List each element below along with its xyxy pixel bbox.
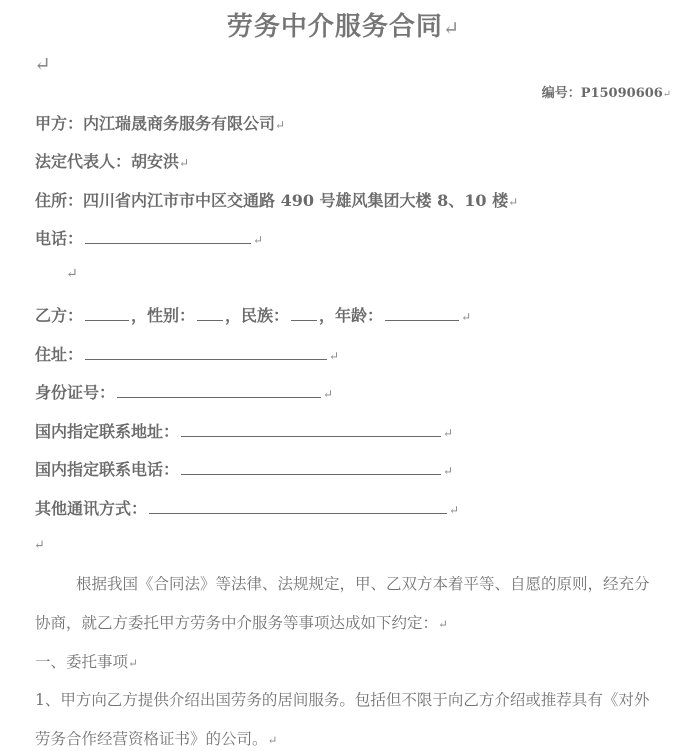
paragraph-mark-icon: ↵ xyxy=(461,310,472,324)
paragraph-mark-icon: ↵ xyxy=(449,503,460,517)
party-a-name xyxy=(35,111,285,134)
paragraph-mark-icon: ↵ xyxy=(323,387,334,401)
clause-1-text-2: 劳务合作经营资格证书》的公司。 xyxy=(35,730,268,748)
preamble-line-1 xyxy=(76,572,650,594)
paragraph-mark-icon: ↵ xyxy=(508,195,519,209)
empty-paragraph xyxy=(66,263,78,282)
clause-1-line-2 xyxy=(35,727,277,749)
paragraph-mark-icon: ↵ xyxy=(128,656,138,670)
party-a-name-text: 甲方：内江瑞晟商务服务有限公司 xyxy=(35,114,276,133)
paragraph-mark-icon: ↵ xyxy=(34,538,45,553)
paragraph-mark-icon: ↵ xyxy=(329,349,340,363)
paragraph-mark-icon: ↵ xyxy=(267,733,278,747)
domestic-contact-address xyxy=(35,419,453,442)
paragraph-mark-icon: ↵ xyxy=(179,156,190,170)
preamble-text-2: 协商，就乙方委托甲方劳务中介服务等事项达成如下约定： xyxy=(35,614,439,632)
contract-number-text: 编号：P15090606 xyxy=(541,86,663,101)
party-a-representative xyxy=(35,149,189,172)
party-a-rep-text: 法定代表人：胡安洪 xyxy=(35,152,180,171)
party-a-address xyxy=(35,188,518,211)
party-b-address xyxy=(35,342,339,365)
other-contact-label: 其他通讯方式： xyxy=(35,499,148,518)
id-number-blank[interactable] xyxy=(117,383,321,398)
other-contact-method xyxy=(35,496,459,519)
paragraph-mark-icon: ↵ xyxy=(275,118,286,132)
paragraph-mark-icon: ↵ xyxy=(438,617,448,631)
clause-1-text-1: 1、甲方向乙方提供介绍出国劳务的居间服务。包括但不限于向乙方介绍或推荐具有《对外 xyxy=(35,691,650,709)
ethnicity-blank[interactable] xyxy=(291,306,317,321)
party-b-id-number xyxy=(35,380,333,403)
party-b-name-label: 乙方： xyxy=(35,306,84,325)
phone-blank-field[interactable] xyxy=(85,229,251,244)
age-blank[interactable] xyxy=(385,306,459,321)
address-blank[interactable] xyxy=(85,345,327,360)
gender-blank[interactable] xyxy=(197,306,223,321)
paragraph-mark-icon: ↵ xyxy=(253,233,264,247)
ethnicity-label: ，民族： xyxy=(225,306,290,325)
clause-1-line-1 xyxy=(35,688,649,710)
section-1-heading-text: 一、委托事项 xyxy=(35,653,129,671)
domestic-contact-phone xyxy=(35,457,453,480)
document-title xyxy=(0,6,687,43)
id-label: 身份证号： xyxy=(35,383,116,402)
party-a-address-text: 住所：四川省内江市市中区交通路 490 号雄风集团大楼 8、10 楼 xyxy=(35,191,509,210)
other-contact-blank[interactable] xyxy=(149,499,447,514)
paragraph-mark-icon: ↵ xyxy=(66,266,78,282)
domestic-phone-label: 国内指定联系电话： xyxy=(35,460,180,479)
paragraph-mark-icon: ↵ xyxy=(34,52,51,76)
contract-number xyxy=(542,82,671,101)
party-a-phone xyxy=(35,226,263,249)
empty-paragraph xyxy=(34,534,45,553)
phone-label: 电话： xyxy=(35,229,84,248)
domestic-address-label: 国内指定联系地址： xyxy=(35,422,180,441)
paragraph-mark-icon: ↵ xyxy=(442,17,461,40)
domestic-phone-blank[interactable] xyxy=(181,460,441,475)
address-label: 住址： xyxy=(35,345,84,364)
title-text: 劳务中介服务合同 xyxy=(226,12,443,42)
paragraph-mark-icon: ↵ xyxy=(443,464,454,478)
party-b-basic-info xyxy=(35,303,471,326)
domestic-address-blank[interactable] xyxy=(181,422,441,437)
empty-paragraph xyxy=(34,52,51,76)
section-1-heading xyxy=(35,650,138,672)
age-label: ，年龄： xyxy=(319,306,384,325)
gender-label: ，性别： xyxy=(131,306,196,325)
paragraph-mark-icon: ↵ xyxy=(443,426,454,440)
preamble-text-1: 根据我国《合同法》等法律、法规规定，甲、乙双方本着平等、自愿的原则，经充分 xyxy=(76,575,650,593)
party-b-name-blank[interactable] xyxy=(85,306,129,321)
preamble-line-2 xyxy=(35,611,448,633)
paragraph-mark-icon: ↵ xyxy=(662,89,671,100)
